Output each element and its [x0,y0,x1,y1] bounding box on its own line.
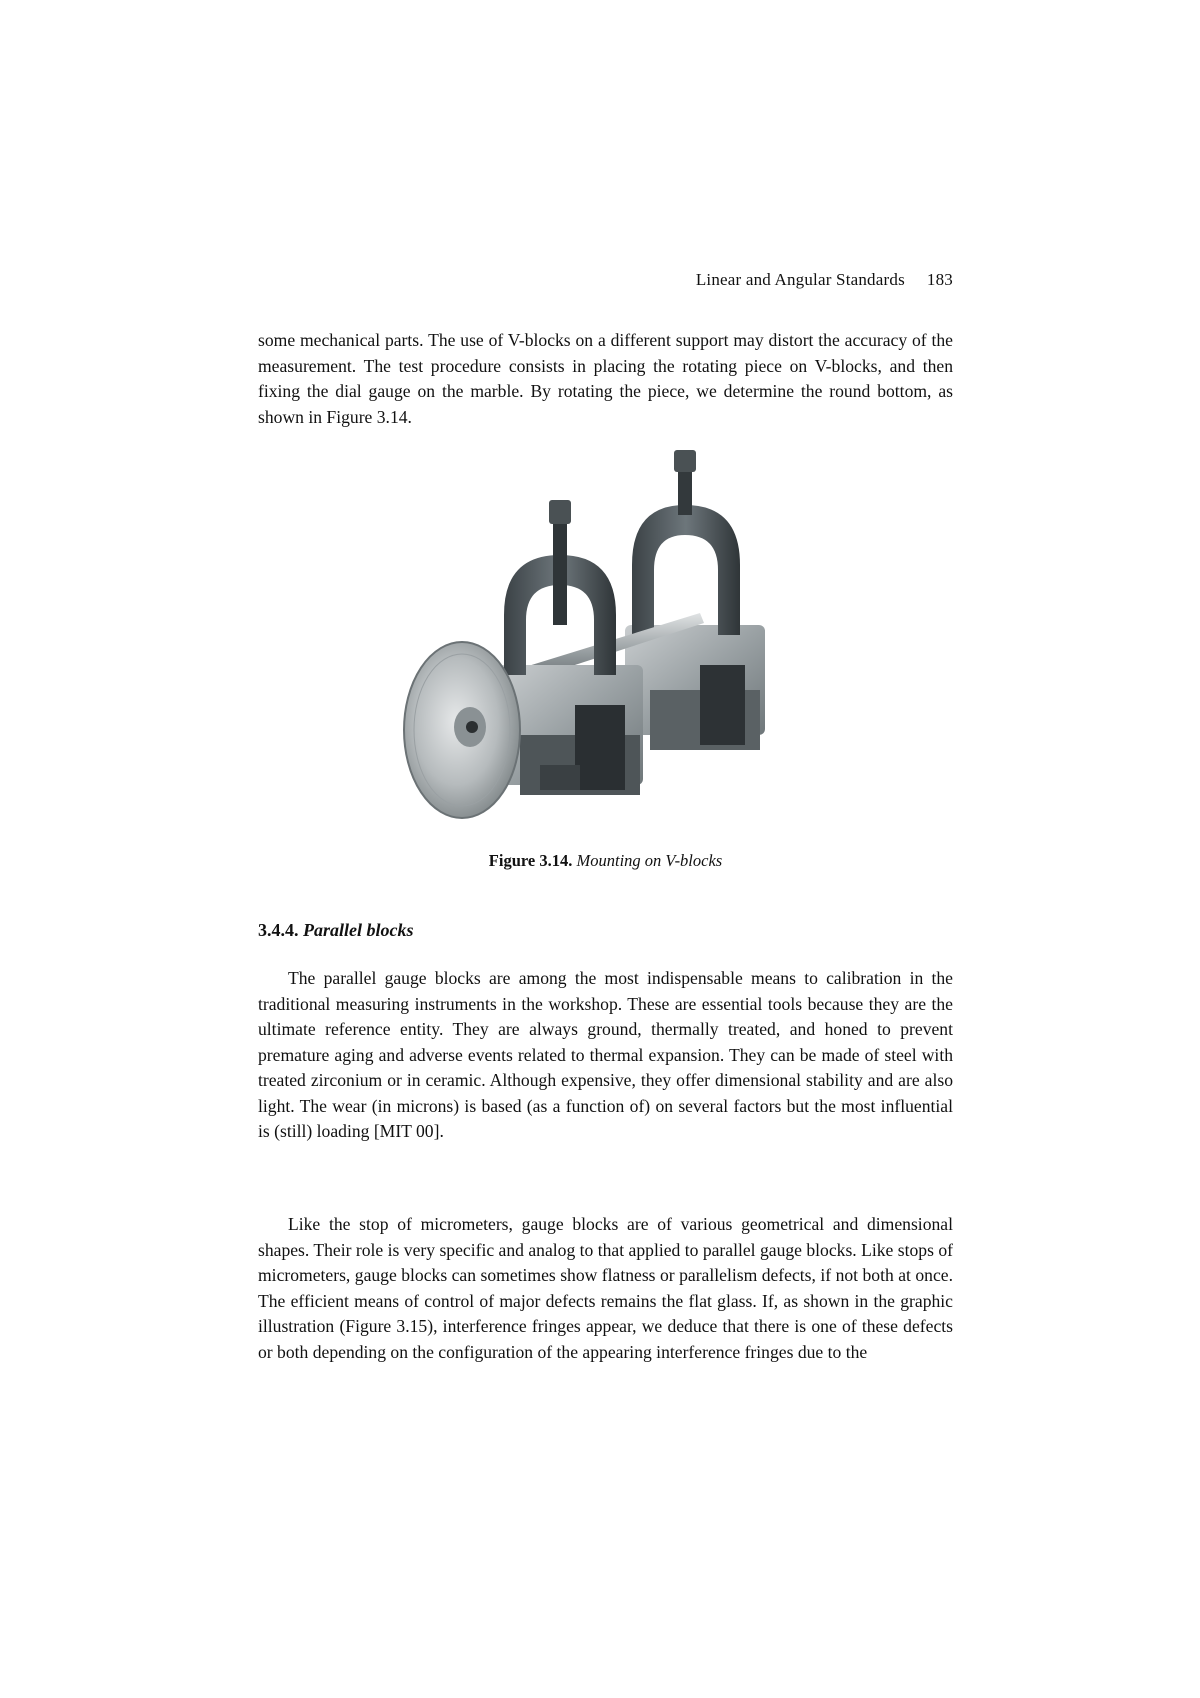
paragraph-intro: some mechanical parts. The use of V-blocks on a different support may distort the accuracy of the measurement. The test procedure consists in placing the rotating piece on V-blocks, and then fixing the dial gauge on the marble. By rotating the piece, we determine the round bottom, as shown in Figure 3.14. [258,330,953,427]
page-number: 183 [926,270,953,289]
dial-disc [404,642,520,818]
figure-label: Figure 3.14. [488,851,573,870]
running-head [258,270,953,290]
paragraph-parallel-blocks: The parallel gauge blocks are among the most indispensable means to calibration in the traditional measuring instruments in the workshop. These are essential tools because they are the ultimate reference entity. They are always ground, thermally treated, and honed to prevent premature aging and adverse events related to thermal expansion. They can be made of steel with treated zirconium or in ceramic. Although expensive, they offer dimensional stability and are also light. The wear (in microns) is based (as a function of) on several factors but the most influential is (still) loading [MIT 00]. [258,968,953,1141]
section-title: Parallel blocks [303,920,414,940]
figure-caption [258,851,953,871]
section-number: 3.4.4. [258,920,299,940]
figure-caption-text: Mounting on V-blocks [576,851,723,870]
running-title: Linear and Angular Standards [695,270,905,289]
section-heading [258,920,414,941]
paragraph-gauge-blocks: Like the stop of micrometers, gauge blocks are of various geometrical and dimensional shapes. Their role is very specific and analog to that applied to parallel gauge blocks. Like stops of micrometers, gauge blocks can sometimes show flatness or parallelism defects, if not both at once. The efficient means of control of major defects remains the flat glass. If, as shown in the graphic illustration (Figure 3.15), interference fringes appear, we deduce that there is one of these defects or both depending on the configuration of the appearing interference fringes due to the [258,1214,953,1362]
figure-v-blocks-photo [400,445,808,835]
